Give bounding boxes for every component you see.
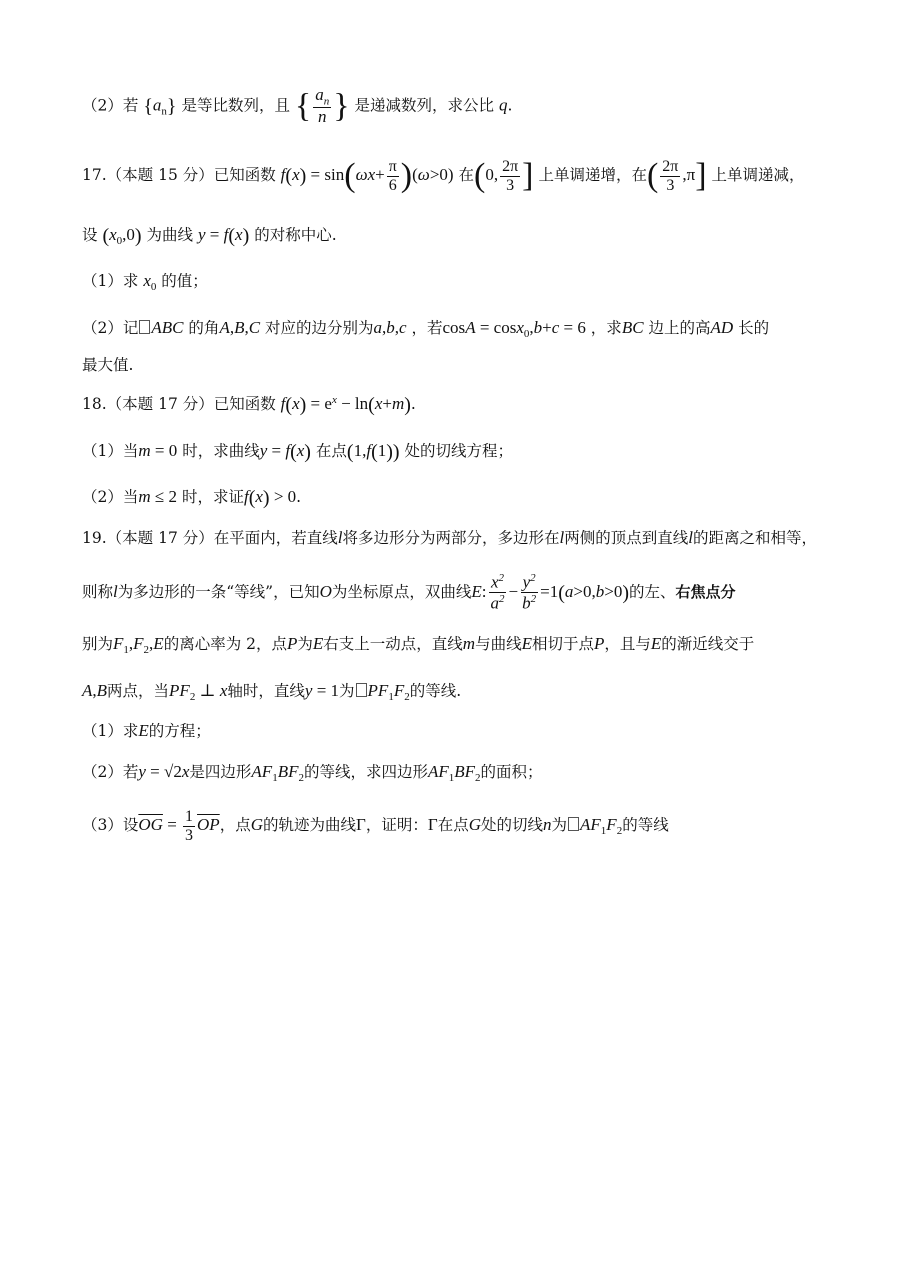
q17-part2: （2）记 ABC 的角A,B,C 对应的边分别为a,b,c ，若cosA = cosx$_0$,b+c = 6 ，求BC 边上的高AD 长的 bbox=[82, 318, 770, 341]
q18-stem: 18.（本题 17 分）已知函数 $f(x) = e^x - \ln(x+m)$. bbox=[82, 393, 416, 416]
q19-stem-line4: A,B两点，当$PF_2$ ⊥ x轴时，直线y = 1为 $PF_1F_2$的等线. bbox=[82, 681, 462, 704]
q17-part2-line2: 最大值. bbox=[82, 356, 134, 374]
q16-part2: （2）若 $\{a_n\}$ 是等比数列，且 { $\frac{a_n}{n}$ } 是递减数列，求公比 q. bbox=[82, 85, 513, 127]
q19-stem-line2: 则称l为多边形的一条“等线”，已知O为坐标原点，双曲线E: $\frac{x^2}{a^2}$ − $\frac{y^2}{b^2}$ =1(a>0,b>0)的左、右焦点分 bbox=[82, 572, 736, 613]
q19-part3: （3）设$\overline{OG}$ = $\frac{1}{3}$ $\overline{OP}$，点G的轨迹为曲线Γ，证明：Γ在点G处的切线n为 $AF_1F_2$的等线 bbox=[82, 808, 669, 844]
q18-label: 18.（本题 17 分）已知函数 bbox=[82, 395, 276, 413]
q17-stem-line2: 设 $(x_0,0)$ 为曲线 y = f(x) 的对称中心. bbox=[82, 225, 337, 248]
q17-part1: （1）求 $x_0$ 的值； bbox=[82, 271, 208, 294]
q19-part2: （2）若y = √2x是四边形$AF_1BF_2$的等线，求四边形$AF_1BF_2$的面积； bbox=[82, 762, 543, 785]
q18-part1: （1）当m = 0 时，求曲线y = f(x) 在点(1,f(1)) 处的切线方程； bbox=[82, 441, 514, 463]
q17-stem-line1: 17.（本题 15 分）已知函数 f(x) = sin(ωx+ $\frac{\pi}{6}$ )(ω>0) 在(0, $\frac{2\pi}{3}$ ] 上单调递增，在( $\frac{2\pi}{3}$ ,π] 上单调递减， bbox=[82, 157, 805, 195]
q19-label: 19.（本题 17 分）在平面内，若直线 bbox=[82, 529, 338, 547]
q19-part1: （1）求E的方程； bbox=[82, 721, 211, 740]
q19-stem-line1: 19.（本题 17 分）在平面内，若直线l将多边形分为两部分，多边形在l两侧的顶点到直线l的距离之和相等， bbox=[82, 528, 817, 547]
q17-label: 17.（本题 15 分）已知函数 bbox=[82, 166, 276, 185]
q19-stem-line3: 别为$F_1,F_2,E$的离心率为 2，点P为E右支上一动点，直线m与曲线E相切于点P，且与E的渐近线交于 bbox=[82, 634, 755, 657]
q18-part2: （2）当m ≤ 2 时，求证f(x) > 0. bbox=[82, 487, 302, 509]
